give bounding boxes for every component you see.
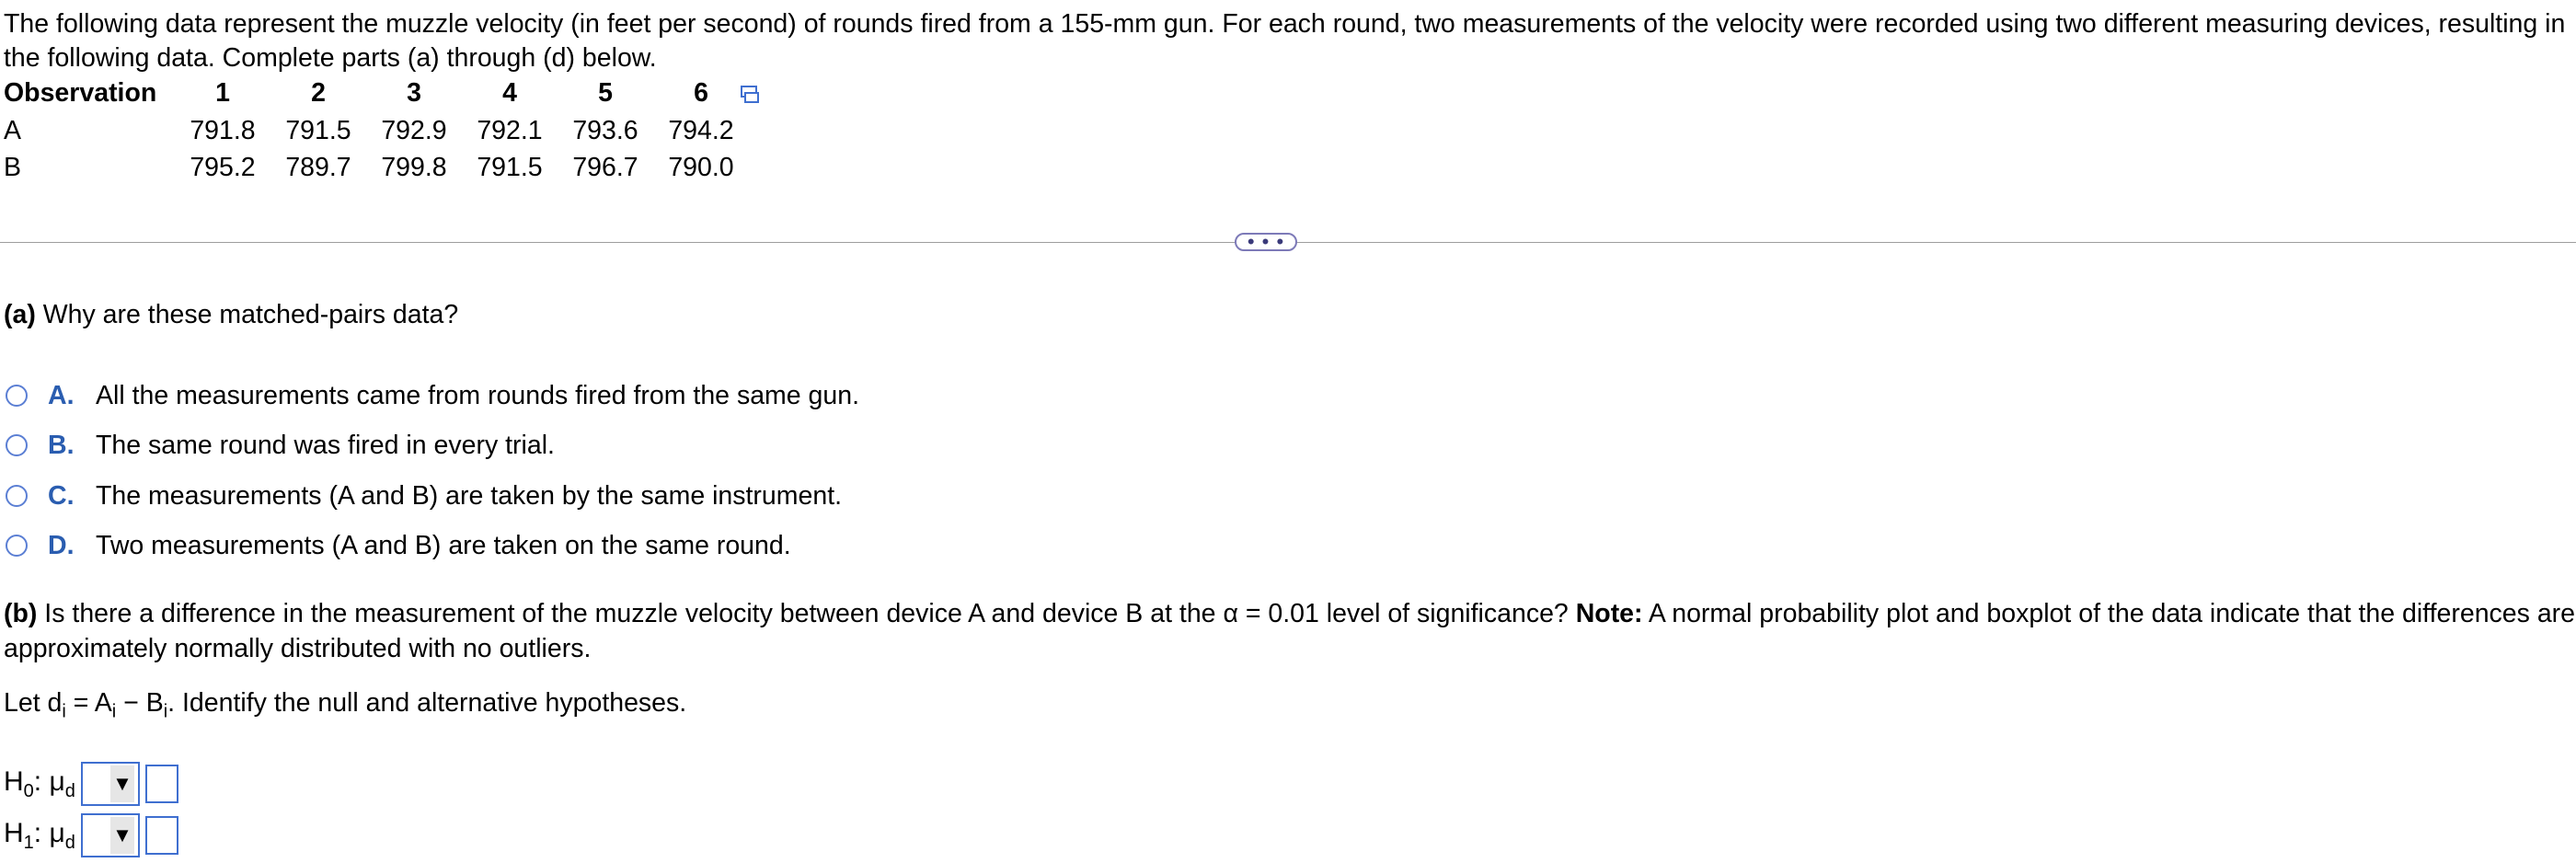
radio-option-d[interactable] [6,535,28,557]
chevron-down-icon: ▼ [110,817,134,854]
expand-more-button[interactable]: • • • [1235,233,1297,251]
copy-data-icon[interactable] [740,85,760,105]
hypothesis-instruction: Let $d_i = A_i - B_i$. Identify the null and alternative hypotheses. [4,688,687,722]
table-cell: 791.5 [477,152,543,182]
part-b-text: Is there a difference in the measurement of the muzzle velocity between device A and device B at the α = 0.01 level of significance? [37,599,1576,628]
table-header-cell: 2 [311,77,326,108]
table-cell: 795.2 [190,152,256,182]
option-d[interactable] [6,527,791,564]
option-a[interactable] [6,377,859,414]
table-cell: 791.5 [285,115,351,145]
alternative-hypothesis-label: $H_1$: $\mu_d$ [4,817,75,853]
table-cell: 792.1 [477,115,543,145]
radio-option-c[interactable] [6,485,28,507]
table-row [4,149,749,186]
option-c[interactable] [6,478,842,514]
chevron-down-icon: ▼ [110,765,134,802]
table-header-cell: 4 [502,77,517,108]
part-b-line-2: approximately normally distributed with no outliers. [4,634,592,663]
alternative-relation-dropdown[interactable] [81,813,140,857]
row-label: B [4,152,22,182]
table-row [4,112,749,149]
table-header-cell: 3 [407,77,421,108]
null-hypothesis-row [4,760,178,808]
option-letter: C. [48,480,75,511]
radio-option-a[interactable] [6,385,28,407]
table-header-row [4,74,749,112]
option-text: Two measurements (A and B) are taken on the same round. [96,530,791,560]
data-table [4,74,749,186]
null-value-input[interactable] [145,765,178,803]
row-label: A [4,115,22,145]
problem-intro [4,7,2570,75]
part-a-text: Why are these matched-pairs data? [35,300,459,329]
table-cell: 799.8 [381,152,447,182]
part-a-label: (a) [4,300,36,329]
alternative-value-input[interactable] [145,816,178,855]
option-letter: D. [48,530,75,560]
table-header-cell: 1 [215,77,230,108]
table-cell: 789.7 [285,152,351,182]
option-b[interactable] [6,427,555,464]
part-a-question [4,300,458,330]
table-cell: 793.6 [572,115,638,145]
table-cell: 791.8 [190,115,256,145]
table-cell: 790.0 [668,152,734,182]
null-relation-dropdown[interactable] [81,762,140,806]
note-text: A normal probability plot and boxplot of the data indicate that the differences are [1642,599,2576,628]
option-letter: B. [48,430,75,460]
intro-line-2: the following data. Complete parts (a) through (d) below. [4,43,657,73]
part-b-label: (b) [4,599,38,628]
part-b-question [4,596,2576,666]
option-text: All the measurements came from rounds fired from the same gun. [96,380,860,410]
null-hypothesis-label: $H_0$: $\mu_d$ [4,765,75,801]
alternative-hypothesis-row [4,811,178,859]
table-header-label: Observation [4,77,157,108]
option-text: The same round was fired in every trial. [96,430,555,460]
table-cell: 796.7 [572,152,638,182]
table-cell: 794.2 [668,115,734,145]
note-label: Note: [1575,599,1643,628]
table-header-cell: 5 [598,77,613,108]
radio-option-b[interactable] [6,434,28,456]
table-cell: 792.9 [381,115,447,145]
intro-line-1: The following data represent the muzzle velocity (in feet per second) of rounds fired from a 155-mm gun. For each round, two measurements of the velocity were recorded using two different measuring devices, resulting in [4,9,2566,39]
table-header-cell: 6 [694,77,708,108]
option-letter: A. [48,380,75,410]
option-text: The measurements (A and B) are taken by the same instrument. [96,480,843,511]
